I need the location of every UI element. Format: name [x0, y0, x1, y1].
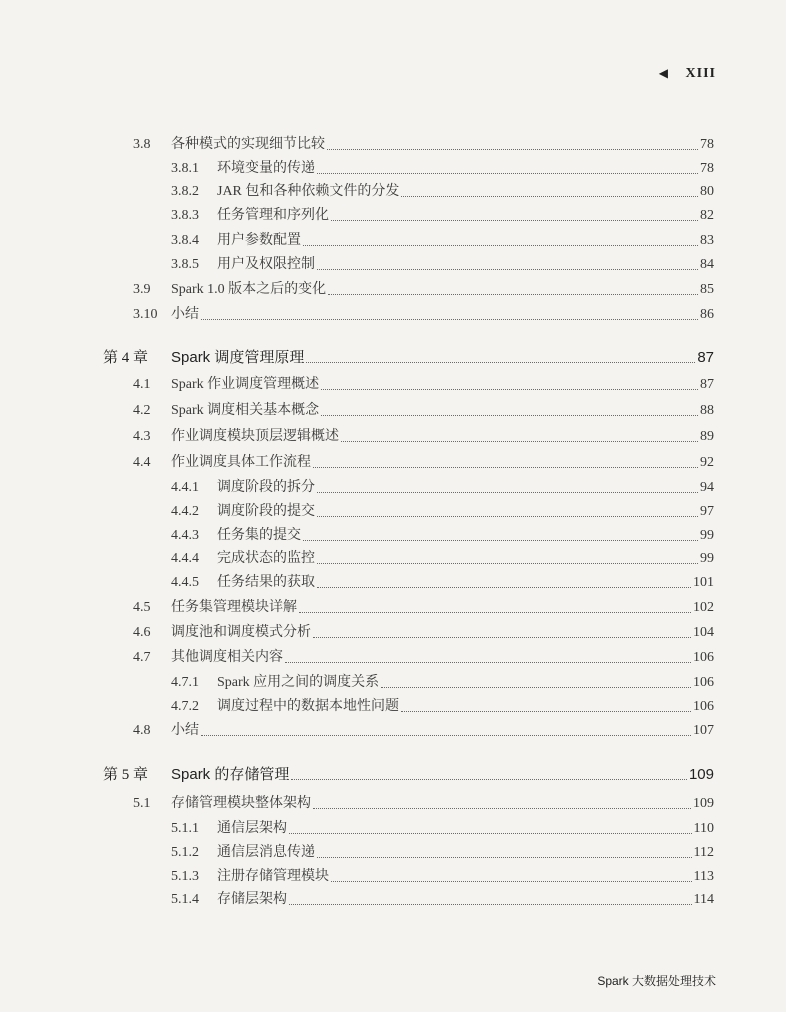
toc-leader-dots — [303, 540, 698, 541]
toc-entry-page: 80 — [700, 184, 714, 199]
toc-entry-number: 3.8.4 — [171, 233, 199, 248]
toc-entry-title: 任务结果的获取 — [217, 575, 315, 590]
toc-entry-number: 4.4.2 — [171, 504, 199, 519]
toc-entry-number: 5.1.4 — [171, 892, 199, 907]
toc-entry-title: JAR 包和各种依赖文件的分发 — [217, 184, 400, 199]
toc-entry-title: 调度阶段的提交 — [217, 504, 315, 519]
toc-entry-number: 3.8.3 — [171, 208, 199, 223]
toc-entry-number: 5.1.3 — [171, 869, 199, 884]
toc-leader-dots — [341, 441, 698, 442]
toc-entry — [171, 526, 714, 546]
toc-leader-dots — [303, 245, 698, 246]
toc-entry-number: 3.9 — [133, 282, 151, 297]
toc-entry-page: 82 — [700, 208, 714, 223]
toc-entry-title: 用户参数配置 — [217, 233, 301, 248]
toc-entry-page: 78 — [700, 161, 714, 176]
toc-entry — [133, 453, 714, 473]
toc-entry-title: 注册存储管理模块 — [217, 869, 329, 884]
toc-leader-dots — [317, 587, 691, 588]
toc-leader-dots — [327, 149, 698, 150]
toc-entry — [133, 427, 714, 447]
toc-leader-dots — [299, 612, 691, 613]
toc-entry-number: 4.4 — [133, 455, 151, 470]
toc-entry-number: 5.1.1 — [171, 821, 199, 836]
toc-entry-title: 各种模式的实现细节比较 — [171, 137, 325, 152]
toc-entry-title: 作业调度具体工作流程 — [171, 455, 311, 470]
toc-entry-page: 87 — [697, 349, 714, 366]
toc-entry — [133, 794, 714, 814]
toc-entry-number: 4.8 — [133, 723, 151, 738]
toc-entry-page: 104 — [693, 625, 714, 640]
toc-entry-number: 3.8.5 — [171, 257, 199, 272]
toc-entry-page: 110 — [693, 821, 714, 836]
running-header-text: XIII — [685, 66, 716, 81]
toc-entry-page: 112 — [693, 845, 714, 860]
toc-entry-number: 3.10 — [133, 307, 158, 322]
toc-entry-page: 97 — [700, 504, 714, 519]
toc-leader-dots — [317, 269, 698, 270]
toc-entry-page: 107 — [693, 723, 714, 738]
toc-entry-page: 86 — [700, 307, 714, 322]
toc-entry — [171, 573, 714, 593]
toc-entry-page: 109 — [693, 796, 714, 811]
toc-leader-dots — [285, 662, 691, 663]
toc-entry — [171, 549, 714, 569]
toc-leader-dots — [317, 563, 698, 564]
toc-entry-number: 4.6 — [133, 625, 151, 640]
toc-entry-title: 环境变量的传递 — [217, 161, 315, 176]
toc-entry-title: Spark 调度管理原理 — [171, 349, 305, 366]
toc-entry-page: 114 — [693, 892, 714, 907]
toc-leader-dots — [317, 516, 698, 517]
toc-entry — [171, 697, 714, 717]
toc-entry-title: 通信层消息传递 — [217, 845, 315, 860]
toc-entry — [171, 819, 714, 839]
toc-entry-page: 113 — [693, 869, 714, 884]
toc-entry-number: 3.8.2 — [171, 184, 199, 199]
toc-entry-page: 78 — [700, 137, 714, 152]
toc-entry-number: 4.3 — [133, 429, 151, 444]
toc-entry-title: 作业调度模块顶层逻辑概述 — [171, 429, 339, 444]
toc-entry — [171, 159, 714, 179]
toc-entry-number: 4.7.2 — [171, 699, 199, 714]
toc-entry — [171, 182, 714, 202]
toc-leader-dots — [401, 711, 691, 712]
toc-leader-dots — [289, 904, 692, 905]
toc-entry — [171, 502, 714, 522]
toc-leader-dots — [306, 362, 695, 363]
toc-entry-page: 106 — [693, 650, 714, 665]
toc-entry-number: 4.4.4 — [171, 551, 199, 566]
toc-entry — [171, 206, 714, 226]
toc-entry-number: 第 5 章 — [103, 767, 149, 783]
toc-entry-title: Spark 应用之间的调度关系 — [217, 675, 380, 690]
toc-entry-number: 4.1 — [133, 377, 151, 392]
toc-entry-page: 87 — [700, 377, 714, 392]
toc-entry-title: Spark 作业调度管理概述 — [171, 377, 320, 392]
toc-leader-dots — [401, 196, 698, 197]
toc-entry — [171, 867, 714, 887]
toc-entry — [171, 231, 714, 251]
toc-entry-number: 第 4 章 — [103, 350, 149, 366]
toc-leader-dots — [317, 492, 698, 493]
toc-entry-number: 5.1.2 — [171, 845, 199, 860]
toc-entry-page: 109 — [688, 766, 714, 783]
toc-leader-dots — [317, 173, 698, 174]
toc-leader-dots — [328, 294, 698, 295]
toc-entry-page: 99 — [700, 551, 714, 566]
toc-entry — [171, 478, 714, 498]
toc-leader-dots — [381, 687, 691, 688]
toc-entry-page: 92 — [700, 455, 714, 470]
toc-leader-dots — [313, 467, 698, 468]
toc-entry-number: 4.4.3 — [171, 528, 199, 543]
toc-chapter-entry — [103, 765, 714, 785]
toc-entry-page: 102 — [693, 600, 714, 615]
toc-entry-title: 小结 — [171, 307, 199, 322]
toc-entry-title: 任务集的提交 — [217, 528, 301, 543]
toc-entry-page: 94 — [700, 480, 714, 495]
toc-entry-title: 任务管理和序列化 — [217, 208, 329, 223]
toc-leader-dots — [201, 735, 691, 736]
toc-leader-dots — [317, 857, 692, 858]
toc-entry-title: 调度过程中的数据本地性问题 — [217, 699, 399, 714]
toc-entry-page: 84 — [700, 257, 714, 272]
toc-entry-title: 任务集管理模块详解 — [171, 600, 297, 615]
toc-entry — [133, 280, 714, 300]
toc-entry-page: 106 — [693, 699, 714, 714]
toc-entry-page: 85 — [700, 282, 714, 297]
toc-entry-title: Spark 1.0 版本之后的变化 — [171, 282, 327, 297]
toc-entry-title: 通信层架构 — [217, 821, 287, 836]
toc-leader-dots — [313, 637, 691, 638]
toc-entry-number: 4.4.1 — [171, 480, 199, 495]
toc-entry-number: 3.8 — [133, 137, 151, 152]
toc-entry — [133, 648, 714, 668]
toc-entry-number: 4.4.5 — [171, 575, 199, 590]
toc-entry — [171, 673, 714, 693]
toc-entry-title: 完成状态的监控 — [217, 551, 315, 566]
toc-leader-dots — [331, 220, 698, 221]
running-footer: Spark 大数据处理技术 — [597, 974, 716, 988]
toc-entry-title: 其他调度相关内容 — [171, 650, 283, 665]
toc-entry-number: 4.7 — [133, 650, 151, 665]
toc-entry-page: 99 — [700, 528, 714, 543]
toc-entry-number: 3.8.1 — [171, 161, 199, 176]
toc-leader-dots — [331, 881, 692, 882]
left-arrow-icon: ◀ — [658, 66, 670, 80]
toc-entry-title: 用户及权限控制 — [217, 257, 315, 272]
toc-leader-dots — [291, 779, 687, 780]
toc-leader-dots — [201, 319, 698, 320]
running-header — [659, 66, 716, 82]
toc-entry-title: Spark 调度相关基本概念 — [171, 403, 320, 418]
toc-entry-title: 小结 — [171, 723, 199, 738]
toc-leader-dots — [321, 389, 698, 390]
toc-entry-page: 106 — [693, 675, 714, 690]
toc-leader-dots — [321, 415, 698, 416]
toc-entry — [133, 305, 714, 325]
toc-entry-number: 4.7.1 — [171, 675, 199, 690]
toc-entry-title: 存储管理模块整体架构 — [171, 796, 311, 811]
toc-chapter-entry — [103, 348, 714, 368]
toc-entry — [133, 623, 714, 643]
toc-leader-dots — [313, 808, 691, 809]
toc-entry — [171, 843, 714, 863]
toc-entry-number: 5.1 — [133, 796, 151, 811]
toc-entry — [133, 375, 714, 395]
toc-entry-page: 101 — [693, 575, 714, 590]
toc-entry-title: 存储层架构 — [217, 892, 287, 907]
toc-entry — [171, 890, 714, 910]
toc-entry — [171, 255, 714, 275]
toc-entry-number: 4.2 — [133, 403, 151, 418]
toc-entry-title: 调度阶段的拆分 — [217, 480, 315, 495]
toc-entry-title: 调度池和调度模式分析 — [171, 625, 311, 640]
toc-entry — [133, 135, 714, 155]
toc-entry — [133, 598, 714, 618]
toc-entry-page: 83 — [700, 233, 714, 248]
toc-entry-page: 88 — [700, 403, 714, 418]
toc-leader-dots — [289, 833, 692, 834]
toc-entry-title: Spark 的存储管理 — [171, 766, 290, 783]
toc-entry-number: 4.5 — [133, 600, 151, 615]
toc-entry — [133, 401, 714, 421]
toc-entry-page: 89 — [700, 429, 714, 444]
toc-entry — [133, 721, 714, 741]
